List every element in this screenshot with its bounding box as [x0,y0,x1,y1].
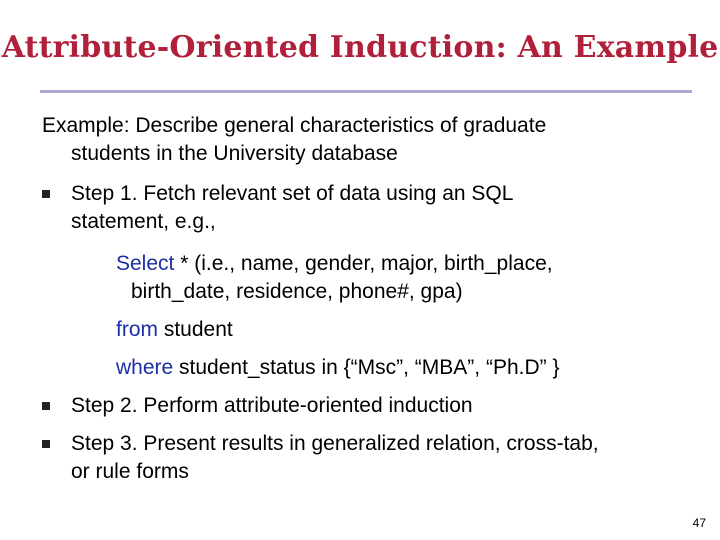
step-3-line-1: Step 3. Present results in generalized relation, cross-tab, [71,432,599,455]
page-number: 47 [692,516,706,530]
intro-line-2: students in the University database [71,142,398,165]
sql-select-continuation: birth_date, residence, phone#, gpa) [131,280,463,303]
square-bullet-icon [42,402,50,410]
step-2-text: Step 2. Perform attribute-oriented induction [71,394,473,417]
sql-keyword-from: from [116,318,158,341]
sql-where-clause [116,354,696,382]
intro-line-1: Example: Describe general characteristics of graduate [42,114,547,137]
step-1-line-2: statement, e.g., [71,210,216,233]
step-1-line-1: Step 1. Fetch relevant set of data using an SQL [71,182,514,205]
slide-title: Attribute-Oriented Induction: An Example [1,30,719,65]
sql-keyword-where: where [116,356,174,379]
title-divider [40,90,692,93]
sql-keyword-select: Select [116,252,175,275]
intro-text [42,112,682,168]
sql-from-text: student [158,318,233,341]
square-bullet-icon [42,190,50,198]
sql-from-clause [116,316,696,344]
sql-select-clause [116,250,696,306]
sql-select-text: * (i.e., name, gender, major, birth_place, [174,252,553,275]
sql-where-text: student_status in {“Msc”, “MBA”, “Ph.D” } [173,356,560,379]
step-3-line-2: or rule forms [71,460,189,483]
square-bullet-icon [42,440,50,448]
